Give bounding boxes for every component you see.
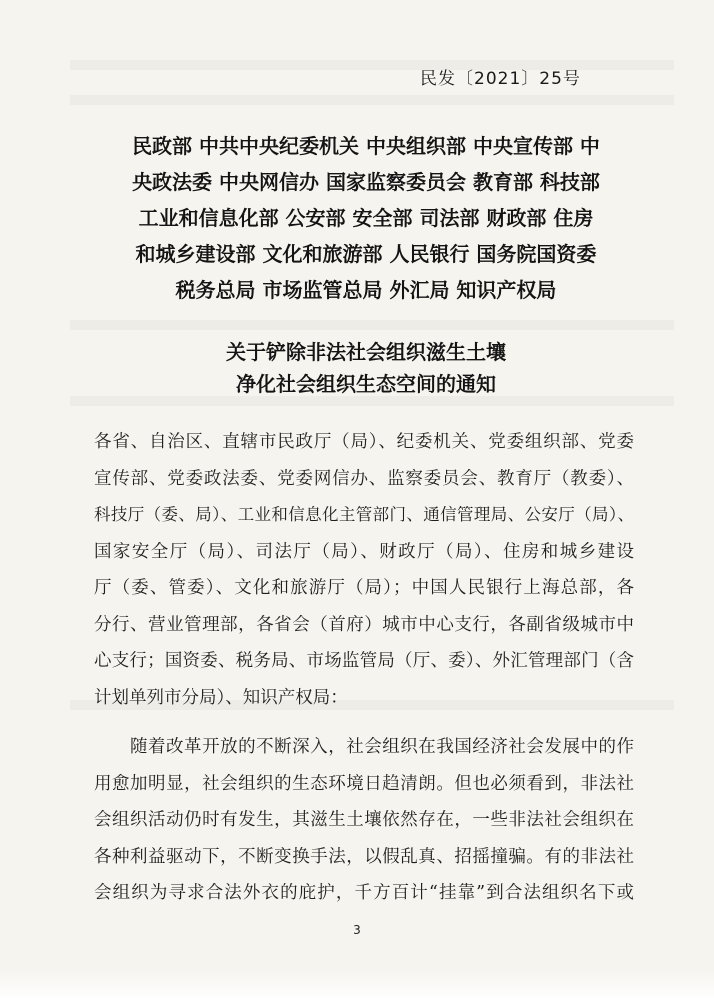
document-number: 民发〔2021〕25号 [420,69,581,89]
issuing-departments [86,128,646,308]
body-line: 会组织活动仍时有发生，其滋生土壤依然存在，一些非法社会组织在 [94,810,634,830]
scan-margin [0,970,714,1000]
body-paragraph [94,729,634,912]
body-line: 会组织为寻求合法外衣的庇护，千方百计“挂靠”到合法组织名下或 [94,883,634,903]
issuer-line: 民政部 中共中央纪委机关 中央组织部 中央宣传部 中 [132,134,600,158]
issuer-line: 央政法委 中央网信办 国家监察委员会 教育部 科技部 [132,170,600,194]
issuer-line: 和城乡建设部 文化和旅游部 人民银行 国务院国资委 [135,242,597,266]
page-number: 3 [353,923,361,937]
show-through-line [70,320,674,330]
addressee-line: 分行、营业管理部，各省会（首府）城市中心支行，各副省级城市中 [94,614,634,635]
notice-title [86,336,646,400]
addressee-line: 心支行；国资委、税务局、市场监管局（厅、委）、外汇管理部门（含 [94,651,634,671]
addressee-line: 各省、自治区、直辖市民政厅（局）、纪委机关、党委组织部、党委 [94,432,634,452]
title-line: 关于铲除非法社会组织滋生土壤 [226,340,506,364]
addressee-paragraph [94,424,634,716]
addressee-line: 厅（委、管委）、文化和旅游厅（局）；中国人民银行上海总部，各 [94,578,634,598]
title-line: 净化社会组织生态空间的通知 [236,372,496,396]
addressee-line: 国家安全厅（局）、司法厅（局）、财政厅（局）、住房和城乡建设 [94,541,634,562]
show-through-line [70,60,674,70]
addressee-line: 宣传部、党委政法委、党委网信办、监察委员会、教育厅（教委）、 [94,468,634,489]
show-through-line [70,95,674,105]
body-line: 用愈加明显，社会组织的生态环境日趋清朗。但也必须看到，非法社 [94,773,634,794]
body-line: 各种利益驱动下，不断变换手法，以假乱真、招摇撞骗。有的非法社 [94,846,634,867]
addressee-line: 计划单列市分局）、知识产权局： [94,687,348,708]
body-line: 随着改革开放的不断深入，社会组织在我国经济社会发展中的作 [130,737,634,757]
addressee-line: 科技厅（委、局）、工业和信息化主管部门、通信管理局、公安厅（局）、 [94,505,634,524]
issuer-line: 工业和信息化部 公安部 安全部 司法部 财政部 住房 [138,206,594,230]
issuer-line: 税务总局 市场监管总局 外汇局 知识产权局 [175,278,557,302]
